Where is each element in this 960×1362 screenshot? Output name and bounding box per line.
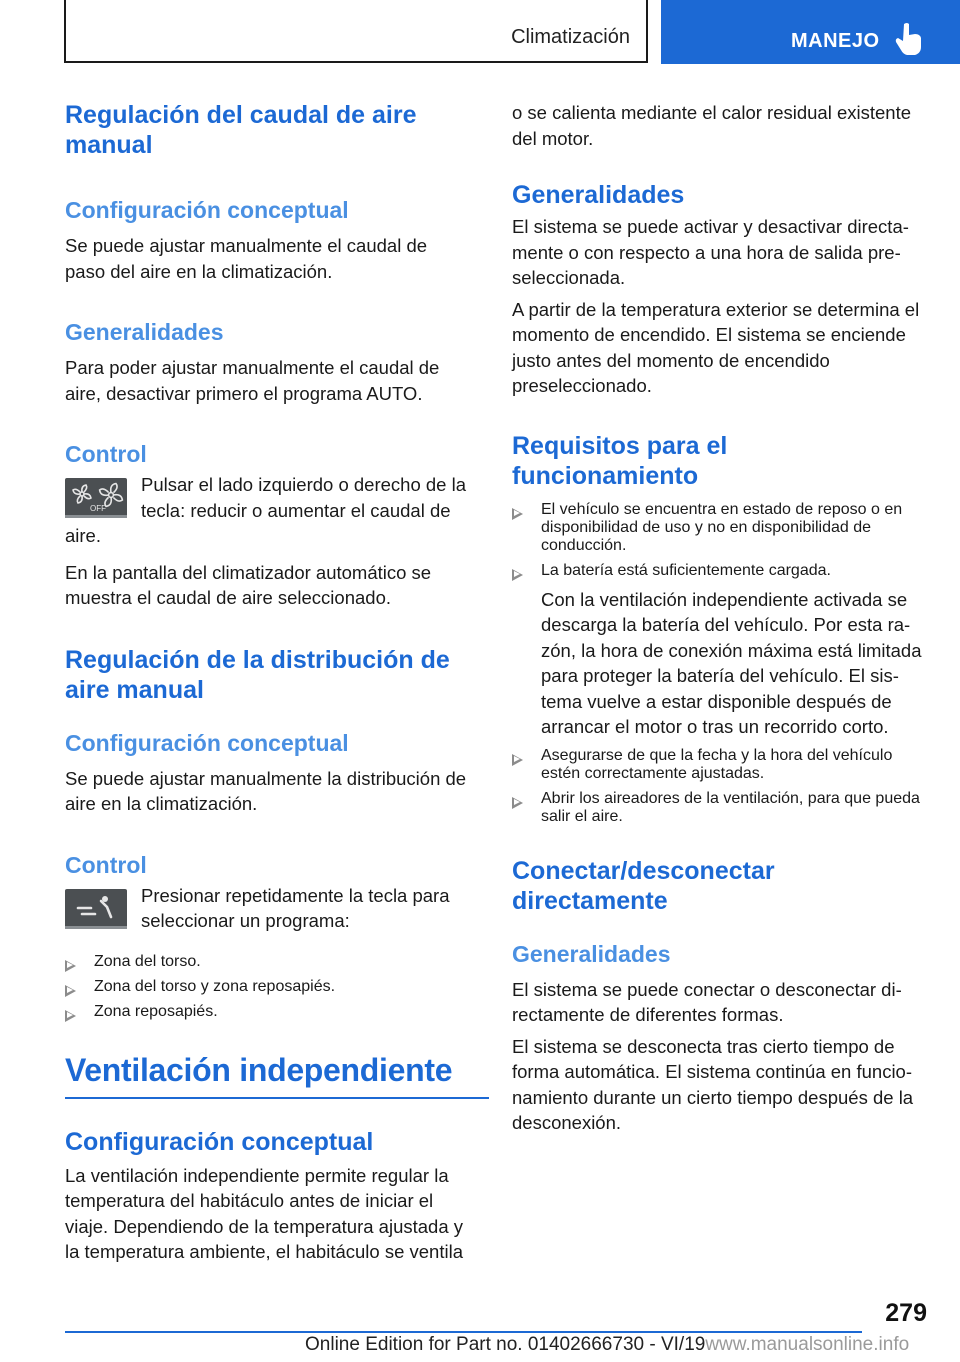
chapter-title: MANEJO [791,30,880,52]
heading-caudal-manual: Regulación del caudal de aire manual [65,101,417,159]
list-item: Zona del torso. [65,953,485,971]
text-ventilacion-configuracion: La ventilación independiente permite regular la temperatura del habitáculo antes de iniciar el viaje. Dependiendo de la temperatura ajustada y la temperatura ambiente, el habitáculo se ventila [65,1164,464,1262]
hand-pointer-icon [895,22,925,56]
text-distribucion-control: Presionar repetidamente la tecla para seleccionar un programa: [141,884,450,931]
site-watermark: www.manualsonline.info [705,1334,910,1355]
text-ventilacion-continuacion: o se calienta mediante el calor residual existente del motor. [512,102,912,149]
text-conectar-1: El sistema se puede conectar o desconectar directamente de diferentes formas. [512,978,902,1025]
triangle-bullet-icon [65,985,76,997]
text-bateria-nota: Con la ventilación independiente activada se descarga la batería del vehículo. Por esta razón, la hora de conexión máxima está limitada para proteger la batería del vehículo. El sistema vuelve a estar disponible después de arrancar el motor o tras un recorrido corto. [541,588,922,737]
text-caudal-generalidades: Para poder ajustar manualmente el caudal de aire, desactivar primero el programa AUTO. [65,357,440,404]
heading-ventilacion-configuracion: Configuración conceptual [65,1127,374,1156]
left-column [65,100,485,1265]
footer-rule [65,1331,862,1333]
list-item: La batería está suficientemente cargada. Con la ventilación independiente activada se descarga la batería del vehículo. Por esta razón, la hora de conexión máxima está limitada para proteger la batería del vehículo. El sistema vuelve a estar disponible después de arrancar el motor o tras un recorrido corto. [512,562,932,740]
distribucion-control-block [65,883,485,935]
requisitos-list [512,501,932,826]
right-column [512,100,932,1136]
triangle-bullet-icon [65,960,76,972]
heading-requisitos: Requisitos para el funcionamiento [512,431,728,490]
air-distribution-icon [65,889,127,929]
heading-conectar-desconectar: Conectar/desconectar directamente [512,856,775,915]
heading-conectar-generalidades: Generalidades [512,940,671,967]
air-distribution-button [65,889,127,929]
section-header-box [64,0,648,63]
text-caudal-control: Pulsar el lado izquierdo o derecho de la tecla: reducir o aumentar el caudal de aire. [65,474,466,546]
text-conectar-2: El sistema se desconecta tras cierto tiempo de forma automática. El sistema continúa en funcionamiento durante un cierto tiempo después de la desconexión. [512,1035,914,1133]
triangle-bullet-icon [512,569,523,581]
air-distribution-head [102,896,108,902]
footer-edition [305,1334,909,1356]
text-generalidades-1: El sistema se puede activar y desactivar directamente o con respecto a una hora de salida preseleccionada. [512,216,909,288]
heading-caudal-configuracion: Configuración conceptual [65,197,349,223]
programas-list [65,953,485,1021]
heading-distribucion-configuracion: Configuración conceptual [65,729,349,756]
heading-caudal-generalidades: Generalidades [65,319,224,345]
text-distribucion-configuracion: Se puede ajustar manualmente la distribución de aire en la climatización. [65,767,467,814]
heading-ventilacion-independiente: Ventilación independiente [65,1051,453,1088]
list-item: Abrir los aireadores de la ventilación, para que pueda salir el aire. [512,790,932,826]
list-item: El vehículo se encuentra en estado de reposo o en disponibilidad de uso y no en disponibilidad de conducción. [512,501,932,555]
section-title: Climatización [511,26,630,48]
triangle-bullet-icon [512,508,523,520]
triangle-bullet-icon [512,754,523,766]
list-item: Asegurarse de que la fecha y la hora del vehículo estén correctamente ajustadas. [512,747,932,783]
caudal-control-block [65,472,485,549]
heading-distribucion-control: Control [65,851,147,878]
fan-off-icon [65,478,127,518]
heading-distribucion-manual: Regulación de la distribución de aire manual [65,645,450,704]
text-caudal-configuracion: Se puede ajustar manualmente el caudal de paso del aire en la climatización. [65,235,428,282]
page-header [0,0,960,66]
chapter-tab [661,0,960,64]
heading-generalidades: Generalidades [512,181,685,209]
list-item: Zona reposapiés. [65,1003,485,1021]
text-caudal-pantalla: En la pantalla del climatizador automático se muestra el caudal de aire seleccionado. [65,561,432,608]
fan-speed-button [65,478,127,518]
heading-caudal-control: Control [65,441,147,467]
triangle-bullet-icon [65,1010,76,1022]
fan-off-label: OFF [90,504,106,513]
page-number: 279 [885,1299,927,1327]
list-item: Zona del torso y zona reposapiés. [65,978,485,996]
edition-text: Online Edition for Part no. 01402666730 - VI/19 [305,1334,706,1355]
text-generalidades-2: A partir de la temperatura exterior se determina el momento de encendido. El sistema se enciende justo antes del momento de encendido preseleccionado. [512,298,920,396]
triangle-bullet-icon [512,797,523,809]
